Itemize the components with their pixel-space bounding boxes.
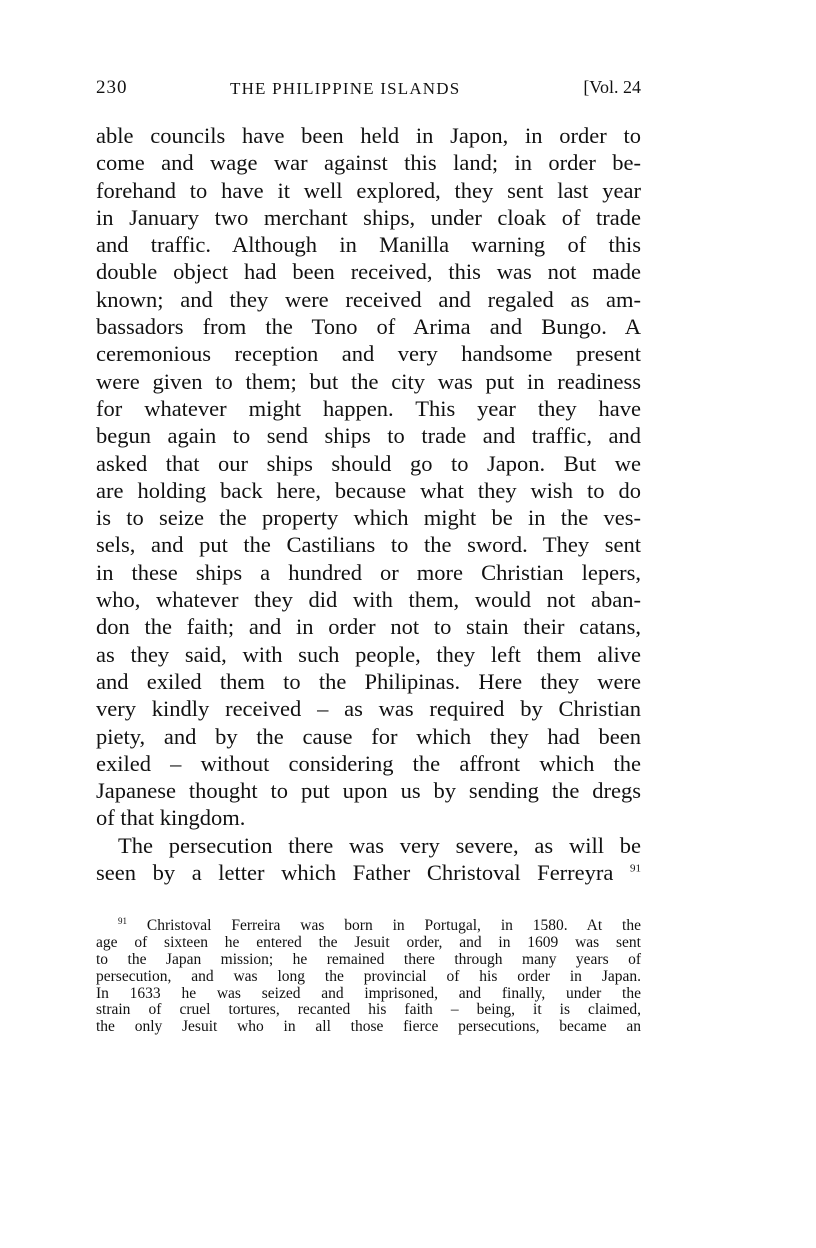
footnote-line: In 1633 he was seized and imprisoned, and finally, under the bbox=[96, 984, 641, 1002]
volume-label: [Vol. 24 bbox=[583, 77, 641, 97]
text-line-with-note bbox=[96, 859, 641, 886]
text-line: and exiled them to the Philipinas. Here they were bbox=[96, 668, 641, 694]
text-line: known; and they were received and regaled as am- bbox=[96, 286, 641, 312]
text-line: are holding back here, because what they wish to do bbox=[96, 477, 641, 503]
footnote-reference[interactable]: 91 bbox=[630, 862, 642, 875]
text-line: able councils have been held in Japon, in order to bbox=[96, 123, 641, 148]
text-line: ceremonious reception and very handsome present bbox=[96, 341, 641, 367]
footnote-first-text: Christoval Ferreira was born in Portugal, in 1580. At the bbox=[146, 917, 641, 934]
footnote-line: strain of cruel tortures, recanted his faith – being, it is claimed, bbox=[96, 1001, 641, 1019]
text-line: piety, and by the cause for which they had been bbox=[96, 723, 641, 749]
text-line: as they said, with such people, they left them alive bbox=[96, 641, 641, 667]
text-line: in these ships a hundred or more Christian lepers, bbox=[96, 559, 641, 585]
text-line-content: seen by a letter which Father Christoval Ferreyra bbox=[96, 860, 614, 886]
page-number: 230 bbox=[96, 77, 128, 98]
footnote-line: persecution, and was long the provincial of his order in Japan. bbox=[96, 967, 641, 985]
text-line: in January two merchant ships, under cloak of trade bbox=[96, 204, 641, 230]
running-header bbox=[96, 77, 641, 105]
text-line: of that kingdom. bbox=[96, 805, 246, 831]
text-line: very kindly received – as was required by Christian bbox=[96, 696, 641, 722]
text-line: and traffic. Although in Manilla warning of this bbox=[96, 232, 641, 258]
footnote-mark: 91 bbox=[118, 915, 127, 926]
text-line: double object had been received, this was not made bbox=[96, 259, 641, 285]
text-line: don the faith; and in order not to stain their catans, bbox=[96, 614, 641, 640]
text-line: who, whatever they did with them, would not aban- bbox=[96, 587, 641, 613]
running-title: THE PHILIPPINE ISLANDS bbox=[230, 79, 461, 98]
footnote-line: to the Japan mission; he remained there through many years of bbox=[96, 950, 641, 968]
text-line: forehand to have it well explored, they sent last year bbox=[96, 177, 641, 203]
text-line: bassadors from the Tono of Arima and Bungo. A bbox=[96, 314, 641, 340]
main-text bbox=[96, 122, 641, 886]
paragraph-start-line: The persecution there was very severe, as will be bbox=[118, 832, 641, 858]
footnote-first-line bbox=[96, 915, 641, 935]
footnote bbox=[96, 915, 641, 1036]
text-line: were given to them; but the city was put in readiness bbox=[96, 368, 641, 394]
text-line: exiled – without considering the affront which the bbox=[96, 750, 641, 776]
text-line: begun again to send ships to trade and traffic, and bbox=[96, 423, 641, 449]
footnote-line: the only Jesuit who in all those fierce persecutions, became an bbox=[96, 1018, 641, 1036]
text-line: for whatever might happen. This year they have bbox=[96, 395, 641, 421]
text-line: sels, and put the Castilians to the sword. They sent bbox=[96, 532, 641, 558]
text-line: Japanese thought to put upon us by sending the dregs bbox=[96, 778, 641, 804]
text-line: is to seize the property which might be in the ves- bbox=[96, 505, 641, 531]
text-line: asked that our ships should go to Japon. But we bbox=[96, 450, 641, 476]
text-line: come and wage war against this land; in order be- bbox=[96, 150, 641, 176]
footnote-line: age of sixteen he entered the Jesuit order, and in 1609 was sent bbox=[96, 933, 641, 951]
